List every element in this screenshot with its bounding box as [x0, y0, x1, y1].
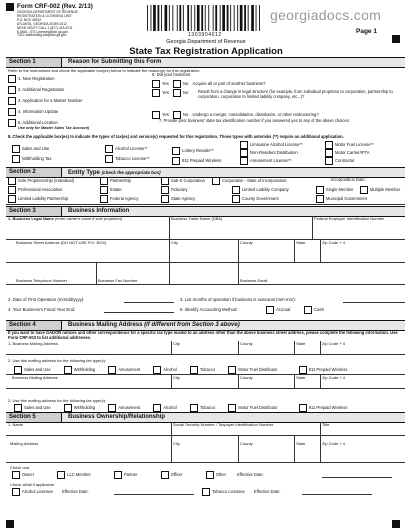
corner-mark-bl [6, 520, 14, 528]
tobacco-licensee-option: Tobacco Licensee Effective Date: [202, 488, 280, 496]
corner-mark-br [392, 520, 400, 528]
phone-label: Business Telephone Number [16, 278, 68, 283]
mailing-tax-types-1: Sales and Use Withholding Amusement Alcohol Tobacco Motor Fuel Distributor 911 Prepaid Wireless [14, 366, 347, 374]
tax-lottery-checkbox[interactable] [172, 147, 180, 155]
operation-dates [8, 297, 405, 315]
entity-partnership: Partnership [100, 177, 131, 185]
entity-fiduciary: Fiduciary [161, 186, 188, 194]
q6b-yes-checkbox[interactable] [152, 89, 160, 97]
tax-sales-use-checkbox[interactable] [12, 145, 20, 153]
q6a-yes-checkbox[interactable] [152, 80, 160, 88]
section-1-instructions: Refer to the instructions and check the applicable box(es) below to indicate the reason(s) for this registration. [8, 68, 201, 73]
entity-estate: Estate [100, 186, 122, 194]
mailing-tax-types-label: 2. Use this mailing address for the following tax type(s): [8, 358, 107, 363]
barcode [146, 5, 262, 31]
fiscal-year-label: 4. Your Business's Fiscal Year End: [8, 307, 76, 312]
section-3-header: Section 3 Business Information [6, 206, 405, 217]
tax-motor-fuel: Motor Fuel License** [325, 141, 374, 149]
entity-state: State Agency [161, 195, 195, 203]
email-label: Business Email [240, 278, 268, 283]
tobacco-licensee-checkbox[interactable] [202, 488, 210, 496]
tax-limo-alcohol-checkbox[interactable] [240, 141, 248, 149]
form-title: State Tax Registration Application [129, 46, 283, 57]
q6b-no-checkbox[interactable] [173, 89, 181, 97]
page-label: Page 1 [356, 28, 377, 35]
q6b-text: Result from a change in legal structure (for example, from individual proprietor to corporation, partnership to corporation, corporation to limited liability company, etc...)? [198, 89, 393, 99]
county-label: County [240, 240, 253, 245]
tax-sales-use: Sales and Use [12, 145, 49, 153]
check-all-label: Check all/all if applicable: [10, 482, 55, 487]
role-partner-checkbox[interactable] [114, 471, 122, 479]
fein-label: Federal Employer Identification Number [314, 216, 385, 221]
cash-checkbox[interactable] [304, 306, 312, 314]
department-name: Georgia Department of Revenue [166, 39, 246, 45]
entity-single-member: Single Member [316, 186, 354, 194]
zip-label: Zip Code + 4 [322, 240, 346, 245]
tax-motor-carrier: Motor Carrier/IFTA [325, 149, 370, 157]
role-owner-checkbox[interactable] [12, 471, 20, 479]
agency-address: GEORGIA DEPARTMENT OF REVENUE REGISTRATION & LICENSING UNIT P.O. BOX 49512 ATLANTA, GEORGIA 30359-1512 NEED HELP? CALL 1 (877) 423-6711 E-MAIL: GTI.Licenses@dor.ga.gov TDD: withholding.tdd@dor.ga.gov [17, 10, 78, 38]
licensee-options: Alcohol Licensee Effective Date: [12, 488, 89, 496]
tax-lottery: Lottery Retailer** [172, 147, 214, 155]
entity-prof-assoc: Professional Association [8, 186, 62, 194]
tax-911-checkbox[interactable] [172, 157, 180, 165]
role-llc-checkbox[interactable] [57, 471, 65, 479]
tax-nonresident: Non-Resident Distribution [240, 149, 298, 157]
entity-inc-date: Incorporation Date: [331, 177, 366, 182]
tax-alcohol: Alcohol License** [105, 145, 148, 153]
tax-contractor: Contractor [325, 157, 355, 165]
role-other-checkbox[interactable] [206, 471, 214, 479]
q6c-row: Yes No Undergo a merger, consolidation, dissolution, or other restructuring? [152, 111, 319, 119]
tax-contractor-checkbox[interactable] [325, 157, 333, 165]
tax-withholding-checkbox[interactable] [12, 155, 20, 163]
reason-master: 3. Application for a Master Number [8, 97, 82, 105]
q6a-no-checkbox[interactable] [173, 80, 181, 88]
mailing-tax-types-2-label: 2. Use this mailing address for the following tax type(s): [8, 398, 107, 403]
accrual-checkbox[interactable] [266, 306, 274, 314]
entity-llc: Limited Liability Company [232, 186, 289, 194]
reason-update: 4. Information Update [8, 108, 58, 116]
entity-corporation: Corporation - State of Incorporation: [212, 177, 287, 185]
q6-label: 6. Did your business: [152, 72, 192, 77]
tax-types-grid [12, 142, 407, 169]
mailing-address-label: 1. Business Mailing Address [8, 341, 59, 346]
tax-911: 911 Prepaid Wireless [172, 157, 222, 165]
entity-multi-member: Multiple Member [360, 186, 400, 194]
section-4-note: If you want to have GADOR notices and other correspondence for a specific tax type mailed to an address other than the above business street address, please complete the following information. Use Form CRF-003 to list additional addresses. [8, 330, 398, 340]
tax-tobacco-checkbox[interactable] [105, 155, 113, 163]
role-effective-date-label: Effective Date: [237, 472, 264, 478]
entity-type-grid [6, 177, 405, 205]
tax-limo-alcohol: Limousine Alcohol License** [240, 141, 303, 149]
trade-name-label: Business Trade Name (DBA) [171, 216, 223, 221]
watermark[interactable]: georgiadocs.com [270, 7, 382, 23]
ssn-label: Social Security Number / Taxpayer Identification Number [173, 422, 274, 427]
tax-motor-fuel-checkbox[interactable] [325, 141, 333, 149]
entity-subs-corp: Sub-S Corporation [161, 177, 205, 185]
section-4-header: Section 4 Business Mailing Address (if different from Section 3 above) [6, 320, 405, 331]
form-id: Form CRF-002 (Rev. 2/13) [17, 3, 93, 10]
check-one-label: Check one: [10, 465, 31, 470]
legal-name-label: 1. Business Legal Name (enter owner's name if sole proprietor) [8, 216, 123, 221]
barcode-number: 1303904012 [188, 32, 222, 38]
role-officer-checkbox[interactable] [161, 471, 169, 479]
q6a-row: Yes No Acquire all or part of another business? [152, 80, 265, 88]
tax-withholding: Withholding Tax [12, 155, 51, 163]
mailing-address-2-label: Business Mailing Address [12, 375, 58, 380]
accrual-option: Accrual [266, 306, 290, 314]
tax-types-intro: 8. Check the applicable box(es) to indicate the types of tax(es) and service(s) requested for this registration. Those types with asterisks (**) require an additional application. [8, 134, 344, 139]
reason-location: 5. Additional Location [8, 119, 58, 127]
tax-nonresident-checkbox[interactable] [240, 149, 248, 157]
alcohol-licensee-checkbox[interactable] [12, 488, 20, 496]
reason-new-checkbox[interactable] [8, 75, 16, 83]
q6b-row: Yes No [152, 89, 188, 97]
reason-additional-checkbox[interactable] [8, 86, 16, 94]
city-label: City [171, 240, 178, 245]
form-id-box [6, 3, 14, 11]
mailing-address-table: 1. Business Mailing Address City County State Zip Code + 4 2. Use this mailing address for the following tax type(s): Sales and Use Withholding Amusement Alcohol Tobacco Motor Fuel Distributor 911 Prepaid Wireless Business Mailing Address City County State Zip Code + 4 2. Use this mailing address for the following tax type(s): Sales and Use Withholding Amusement Alcohol Tobacco Motor Fuel Distributor 911 Prepaid Wireless [6, 341, 405, 421]
entity-sole-prop: Sole Proprietorship (Individual) [8, 177, 74, 185]
tax-amusement: Amusement License** [240, 157, 291, 165]
ownership-table: 1. Name Social Security Number / Taxpayer Identification Number Title Mailing Address City County State Zip Code + 4 Check one: Owner LLC Member Partner Officer Other Effective Date: Check all/all if applicable: Alcohol Licensee Effective Date: Tobacco Licensee Effective Date: [6, 422, 405, 526]
mailing-tax-types-2: Sales and Use Withholding Amusement Alcohol Tobacco Motor Fuel Distributor 911 Prepaid Wireless [14, 404, 347, 412]
section-5-header: Section 5 Business Ownership/Relationship [6, 412, 405, 423]
accounting-method-label: 5. Identify Accounting Method: [180, 307, 238, 312]
owner-title-label: Title [322, 422, 330, 427]
entity-llp: Limited Liability Partnership [8, 195, 68, 203]
owner-mailing-label: Mailing Address [10, 441, 39, 446]
reason-location-checkbox[interactable] [8, 119, 16, 127]
entity-county: County Government [232, 195, 279, 203]
section-1-header: Section 1 Reason for Submitting this Form [6, 57, 405, 68]
role-options: Owner LLC Member Partner Officer Other Effective Date: [12, 471, 404, 479]
entity-federal: Federal Agency [100, 195, 138, 203]
tax-tobacco: Tobacco License** [105, 155, 149, 163]
street-address-label: Business Street Address (DO NOT USE P.O. BOX) [16, 240, 107, 245]
reason-update-checkbox[interactable] [8, 108, 16, 116]
tax-alcohol-checkbox[interactable] [105, 145, 113, 153]
business-info-table [6, 216, 405, 292]
reason-additional: 2. Additional Registration [8, 86, 64, 94]
seasonal-months-label: 3. List months of operation if business is seasonal (mm-mm): [180, 297, 296, 302]
owner-name-label: 1. Name [8, 422, 24, 427]
fax-label: Business Fax Number [98, 278, 138, 283]
reason-master-checkbox[interactable] [8, 97, 16, 105]
reason-5-note: Use only for Master Sales Tax Account) [18, 126, 90, 130]
q7-label: 7. Provide prior business' state tax identification number if you answered yes to any of the above choices: [159, 118, 350, 123]
state-label: State [296, 240, 306, 245]
tax-motor-carrier-checkbox[interactable] [325, 149, 333, 157]
date-first-op-label: 2. Date of First Operation (mm/dd/yyyy): [8, 297, 85, 302]
entity-municipal: Municipal Government [316, 195, 367, 203]
reason-new: 1. New Registration [8, 75, 55, 83]
tax-amusement-checkbox[interactable] [240, 157, 248, 165]
cash-option: Cash [304, 306, 324, 314]
section-2-header: Section 2 Entity Type (check the appropriate box) [6, 167, 405, 178]
